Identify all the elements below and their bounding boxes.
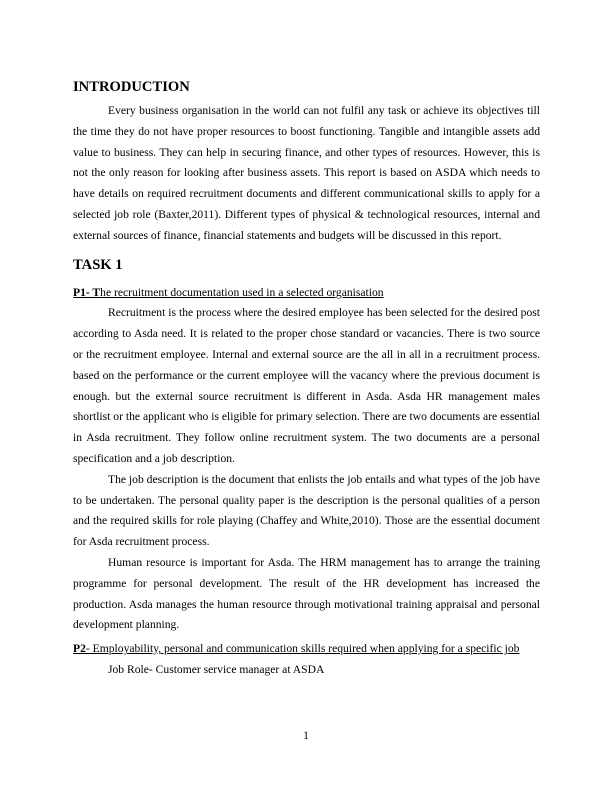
p2-subheading [73, 639, 540, 660]
introduction-heading: INTRODUCTION [73, 79, 190, 95]
p2-label: P2 [73, 642, 86, 656]
p2-title: - Employability, personal and communication skills required when applying for a specific job [85, 642, 520, 656]
document-page [73, 78, 540, 681]
p1-title: he recruitment documentation used in a selected organisation [100, 285, 384, 299]
p1-label: P1- T [73, 285, 101, 299]
task1-heading: TASK 1 [73, 256, 123, 273]
p1-paragraph-3: Human resource is important for Asda. The HRM management has to arrange the training programme for personal development. The result of the HR development has increased the production. Asda manages the human resource through motivational training appraisal and personal development planning. [73, 555, 540, 632]
introduction-paragraph: Every business organisation in the world can not fulfil any task or achieve its objectives till the time they do not have proper resources to boost functioning. Tangible and intangible assets add value to business. They can help in securing finance, and other types of resources. However, this is not the only reason for looking after business assets. This report is based on ASDA which needs to have details on required recruitment documents and different communicational skills to apply for a selected job role (Baxter,2011). Different types of physical & technological resources, internal and external sources of finance, financial statements and budgets will be discussed in this report. [73, 104, 540, 242]
page-number: 1 [303, 729, 309, 742]
p1-paragraph-2: The job description is the document that enlists the job entails and what types of the job have to be undertaken. The personal quality paper is the description is the personal qualities of a person and the required skills for role playing (Chaffey and White,2010). Those are the essential document for Asda recruitment process. [73, 472, 540, 549]
p1-subheading [73, 283, 540, 304]
p1-paragraph-1: Recruitment is the process where the desired employee has been selected for the desired post according to Asda need. It is related to the proper chose standard or vacancies. There is two source or the recruitment employee. Internal and external source are the all in all in a recruitment process. based on the performance or the current employee will the vacancy where the previous document is enough. but the external source recruitment is different in Asda. Asda HR management males shortlist or the applicant who is eligible for primary selection. There are two documents are essential in Asda recruitment. They follow online recruitment system. The two documents are a personal specification and a job description. [73, 306, 540, 465]
p2-job-role: Job Role- Customer service manager at ASDA [108, 662, 325, 676]
